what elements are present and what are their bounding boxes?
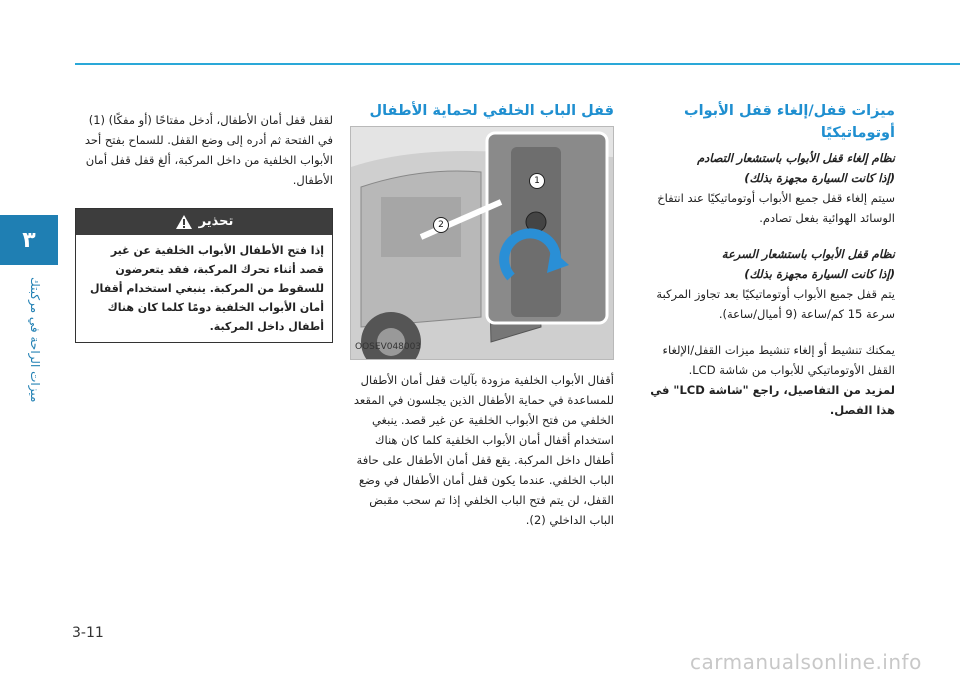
child-lock-instructions: لقفل قفل أمان الأطفال، أدخل مفتاحًا (أو مفكًا) (1) في الفتحة ثم أدره إلى وضع القفل. للسماح بفتح أحد الأبواب الخلفية من داخل المركبة، ألغ قفل قفل أمان الأطفال.	[84, 113, 333, 187]
speed-lock-note: (إذا كانت السيارة مجهزة بذلك)	[744, 267, 895, 281]
lcd-settings-reference: لمزيد من التفاصيل، راجع "شاشة LCD" في هذا الفصل.	[650, 383, 895, 417]
child-lock-heading: قفل الباب الخلفي لحماية الأطفال	[369, 103, 614, 119]
left-column	[75, 110, 333, 343]
auto-lock-heading: ميزات قفل/إلغاء قفل الأبواب أوتوماتيكيًا	[684, 103, 895, 141]
child-lock-figure	[350, 126, 614, 360]
speed-lock-text: يتم قفل جميع الأبواب أوتوماتيكيًا بعد تجاوز المركبة سرعة 15 كم/ساعة (9 أميال/ساعة).	[656, 287, 895, 321]
warning-title: تحذير	[198, 214, 234, 229]
crash-unlock-text: سيتم إلغاء قفل جميع الأبواب أوتوماتيكيًا عند انتفاخ الوسائد الهوائية بفعل تصادم.	[657, 191, 895, 225]
chapter-tab	[0, 215, 58, 265]
warning-header	[76, 209, 332, 235]
middle-column	[352, 100, 614, 530]
warning-text: إذا فتح الأطفال الأبواب الخلفية عن غير قصد أثناء تحرك المركبة، فقد يتعرضون للسقوط من المركبة. ينبغي استخدام أقفال أمان الأبواب الخلفية دومًا كلما كان هناك أطفال داخل المركبة.	[90, 244, 324, 333]
callout-1: 1	[529, 173, 545, 189]
chapter-number: ٣	[22, 227, 36, 253]
callout-2: 2	[433, 217, 449, 233]
right-column	[632, 100, 895, 420]
child-lock-text: أقفال الأبواب الخلفية مزودة بآليات قفل أمان الأطفال للمساعدة في حماية الأطفال الذين يجلسون في المقعد الخلفي من فتح الأبواب الخلفية عن غير قصد. ينبغي استخدام أقفال أمان الأبواب الخلفية كلما كان هناك أطفال داخل المركبة. يقع قفل أمان الأطفال على حافة الباب الخلفي. عندما يكون قفل أمان الأطفال في وضع القفل، لن يتم فتح الباب الخلفي إذا تم سحب مقبض الباب الداخلي (2).	[353, 373, 614, 527]
chapter-label: ميزات الراحة في مركبتك	[28, 277, 42, 403]
page-number: 3-11	[72, 625, 104, 641]
top-rule	[75, 63, 960, 65]
crash-unlock-title: نظام إلغاء قفل الأبواب باستشعار التصادم	[697, 151, 895, 165]
warning-box	[75, 208, 333, 343]
speed-lock-title: نظام قفل الأبواب باستشعار السرعة	[721, 247, 895, 261]
crash-unlock-note: (إذا كانت السيارة مجهزة بذلك)	[744, 171, 895, 185]
lcd-settings-text: يمكنك تنشيط أو إلغاء تنشيط ميزات القفل/الإلغاء القفل الأوتوماتيكي للأبواب من شاشة LCD.	[662, 343, 895, 377]
figure-code: OOSEV048003	[355, 342, 422, 352]
watermark: carmanualsonline.info	[690, 650, 922, 674]
rear-door-illustration	[351, 127, 613, 359]
warning-triangle-icon	[175, 214, 193, 230]
